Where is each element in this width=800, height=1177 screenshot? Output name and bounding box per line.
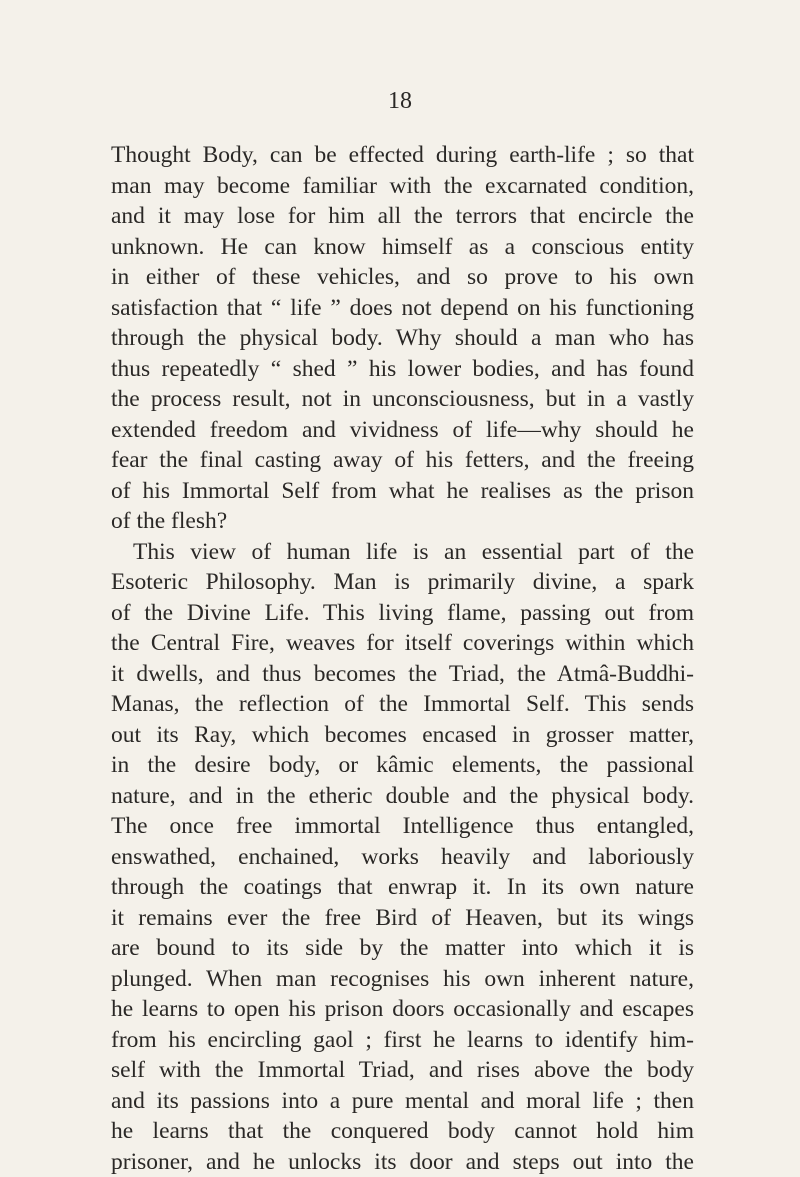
text-line: This view of human life is an essential part of the bbox=[111, 537, 694, 568]
text-line: thus repeatedly “ shed ” his lower bodies, and has found bbox=[111, 354, 694, 385]
text-line: it remains ever the free Bird of Heaven, but its wings bbox=[111, 903, 694, 934]
text-line: The once free immortal Intelligence thus entangled, bbox=[111, 811, 694, 842]
text-line: out its Ray, which becomes encased in grosser matter, bbox=[111, 720, 694, 751]
page-number: 18 bbox=[0, 86, 800, 116]
text-line: fear the final casting away of his fetters, and the freeing bbox=[111, 445, 694, 476]
text-line: and its passions into a pure mental and moral life ; then bbox=[111, 1086, 694, 1117]
text-line: nature, and in the etheric double and the physical body. bbox=[111, 781, 694, 812]
text-line: from his encircling gaol ; first he learns to identify him- bbox=[111, 1025, 694, 1056]
text-line: through the coatings that enwrap it. In its own nature bbox=[111, 872, 694, 903]
text-line: it dwells, and thus becomes the Triad, the Atmâ-Buddhi- bbox=[111, 659, 694, 690]
text-line: extended freedom and vividness of life—why should he bbox=[111, 415, 694, 446]
text-line: Esoteric Philosophy. Man is primarily divine, a spark bbox=[111, 567, 694, 598]
text-line: satisfaction that “ life ” does not depend on his functioning bbox=[111, 293, 694, 324]
text-line: the process result, not in unconsciousness, but in a vastly bbox=[111, 384, 694, 415]
text-line: Thought Body, can be effected during earth-life ; so that bbox=[111, 140, 694, 171]
text-line: and it may lose for him all the terrors that encircle the bbox=[111, 201, 694, 232]
text-line: self with the Immortal Triad, and rises above the body bbox=[111, 1055, 694, 1086]
text-line: of his Immortal Self from what he realises as the prison bbox=[111, 476, 694, 507]
body-text bbox=[111, 140, 694, 1177]
text-line: through the physical body. Why should a man who has bbox=[111, 323, 694, 354]
text-line: the Central Fire, weaves for itself coverings within which bbox=[111, 628, 694, 659]
text-line: Manas, the reflection of the Immortal Self. This sends bbox=[111, 689, 694, 720]
text-line: prisoner, and he unlocks its door and steps out into the bbox=[111, 1147, 694, 1177]
text-line: plunged. When man recognises his own inherent nature, bbox=[111, 964, 694, 995]
text-line: unknown. He can know himself as a conscious entity bbox=[111, 232, 694, 263]
text-line: of the Divine Life. This living flame, passing out from bbox=[111, 598, 694, 629]
text-line: of the flesh? bbox=[111, 506, 694, 537]
text-line: are bound to its side by the matter into which it is bbox=[111, 933, 694, 964]
text-line: he learns that the conquered body cannot hold him bbox=[111, 1116, 694, 1147]
text-line: man may become familiar with the excarnated condition, bbox=[111, 171, 694, 202]
text-line: in either of these vehicles, and so prove to his own bbox=[111, 262, 694, 293]
text-line: he learns to open his prison doors occasionally and escapes bbox=[111, 994, 694, 1025]
text-line: enswathed, enchained, works heavily and laboriously bbox=[111, 842, 694, 873]
text-line: in the desire body, or kâmic elements, the passional bbox=[111, 750, 694, 781]
